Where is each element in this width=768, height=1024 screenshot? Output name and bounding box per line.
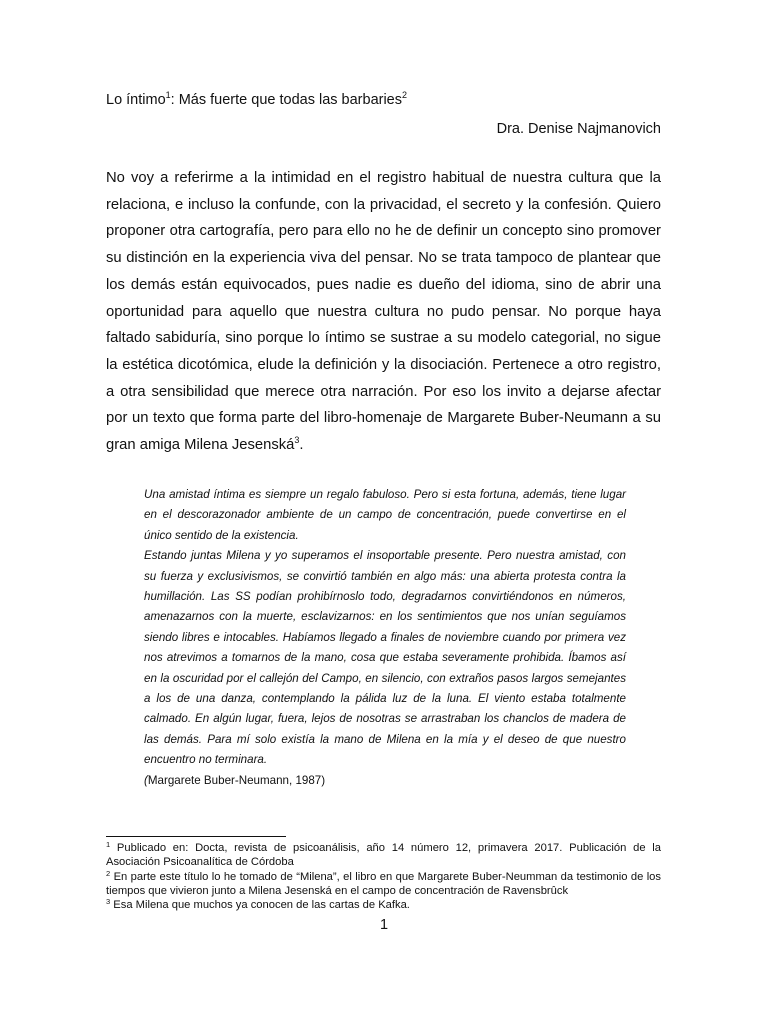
document-title — [106, 90, 407, 110]
title-text-part1: Lo íntimo — [106, 92, 166, 108]
footnote-number-2: 2 — [106, 868, 111, 878]
footnote-separator — [106, 836, 286, 837]
footnote-3 — [106, 898, 661, 912]
quote-citation: Margarete Buber-Neumann, 1987) — [147, 773, 326, 787]
footnote-2-text: En parte este título lo he tomado de “Milena”, el libro en que Margarete Buber-Neumman da testimonio de los tiempos que vivieron junto a Milena Jesenská en el campo de concentración de Ravensbrûck — [106, 870, 661, 897]
footnote-ref-1[interactable]: 1 — [165, 90, 171, 100]
page-number: 1 — [379, 917, 389, 933]
quote-paragraph-2-text: Estando juntas Milena y yo superamos el insoportable presente. Pero nuestra amistad, con su fuerza y exclusivismos, se convirtió también en algo más: una abierta protesta contra la humillación. Las SS podían prohibírnoslo todo, degradarnos convirtiéndonos en números, amenazarnos con la muerte, esclavizarnos: en los sentimientos que nos unían seguíamos siendo libres e intocables. Habíamos llegado a finales de noviembre cuando por primera vez nos atrevimos a tomarnos de la mano, cosa que estaba severamente prohibida. Íbamos así en la oscuridad por el callejón del Campo, en silencio, con extraños pasos largos semejantes a los de una danza, contemplando la pálida luz de la luna. El viento estaba totalmente calmado. En algún lugar, fuera, lejos de nosotras se arrastraban los chanclos de madera de las demás. Para mí solo existía la mano de Milena en la mía y el deseo de que nuestro encuentro no terminara. — [144, 549, 626, 767]
footnote-1-text: Publicado en: Docta, revista de psicoanálisis, año 14 número 12, primavera 2017. Publicación de la Asociación Psicoanalítica de Córdoba — [106, 842, 661, 869]
block-quote — [144, 485, 626, 791]
quote-paragraph-1: Una amistad íntima es siempre un regalo fabuloso. Pero si esta fortuna, además, tiene lugar en el descorazonador ambiente de un campo de concentración, puede convertirse en el único sentido de la existencia. — [144, 488, 626, 542]
body-text-end: . — [299, 437, 304, 454]
body-paragraph — [106, 165, 661, 459]
footnote-3-text: Esa Milena que muchos ya conocen de las cartas de Kafka. — [110, 899, 410, 912]
footnote-ref-2[interactable]: 2 — [402, 90, 408, 100]
body-text: No voy a referirme a la intimidad en el registro habitual de nuestra cultura que la relaciona, e incluso la confunde, con la privacidad, el secreto y la confesión. Quiero proponer otra cartografía, pero para ello no he de definir un concepto sino promover su distinción en la experiencia viva del pensar. No se trata tampoco de plantear que los demás están equivocados, pues nadie es dueño del idioma, sino de abrir una oportunidad para aquello que nuestra cultura no pudo pensar. No porque haya faltado sabiduría, sino porque lo íntimo se sustrae a su modelo categorial, no sigue la estética dicotómica, elude la definición y la disociación. Pertenece a otro registro, a otra sensibilidad que merece otra narración. Por eso los invito a dejarse afectar por un texto que forma parte del libro-homenaje de Margarete Buber-Neumann a su gran amiga Milena Jesenská — [106, 170, 661, 454]
author-name: Dra. Denise Najmanovich — [496, 121, 661, 137]
footnote-2 — [106, 870, 661, 899]
quote-paragraph-2 — [144, 546, 626, 791]
footnote-number-1: 1 — [106, 840, 111, 849]
footnote-number-3: 3 — [106, 897, 111, 907]
footnote-1 — [106, 841, 661, 870]
quote-citation-open: ( — [144, 773, 148, 787]
footnote-ref-3[interactable]: 3 — [294, 435, 300, 446]
title-text-part2: : Más fuerte que todas las barbaries — [170, 92, 402, 108]
footnotes — [106, 841, 661, 912]
